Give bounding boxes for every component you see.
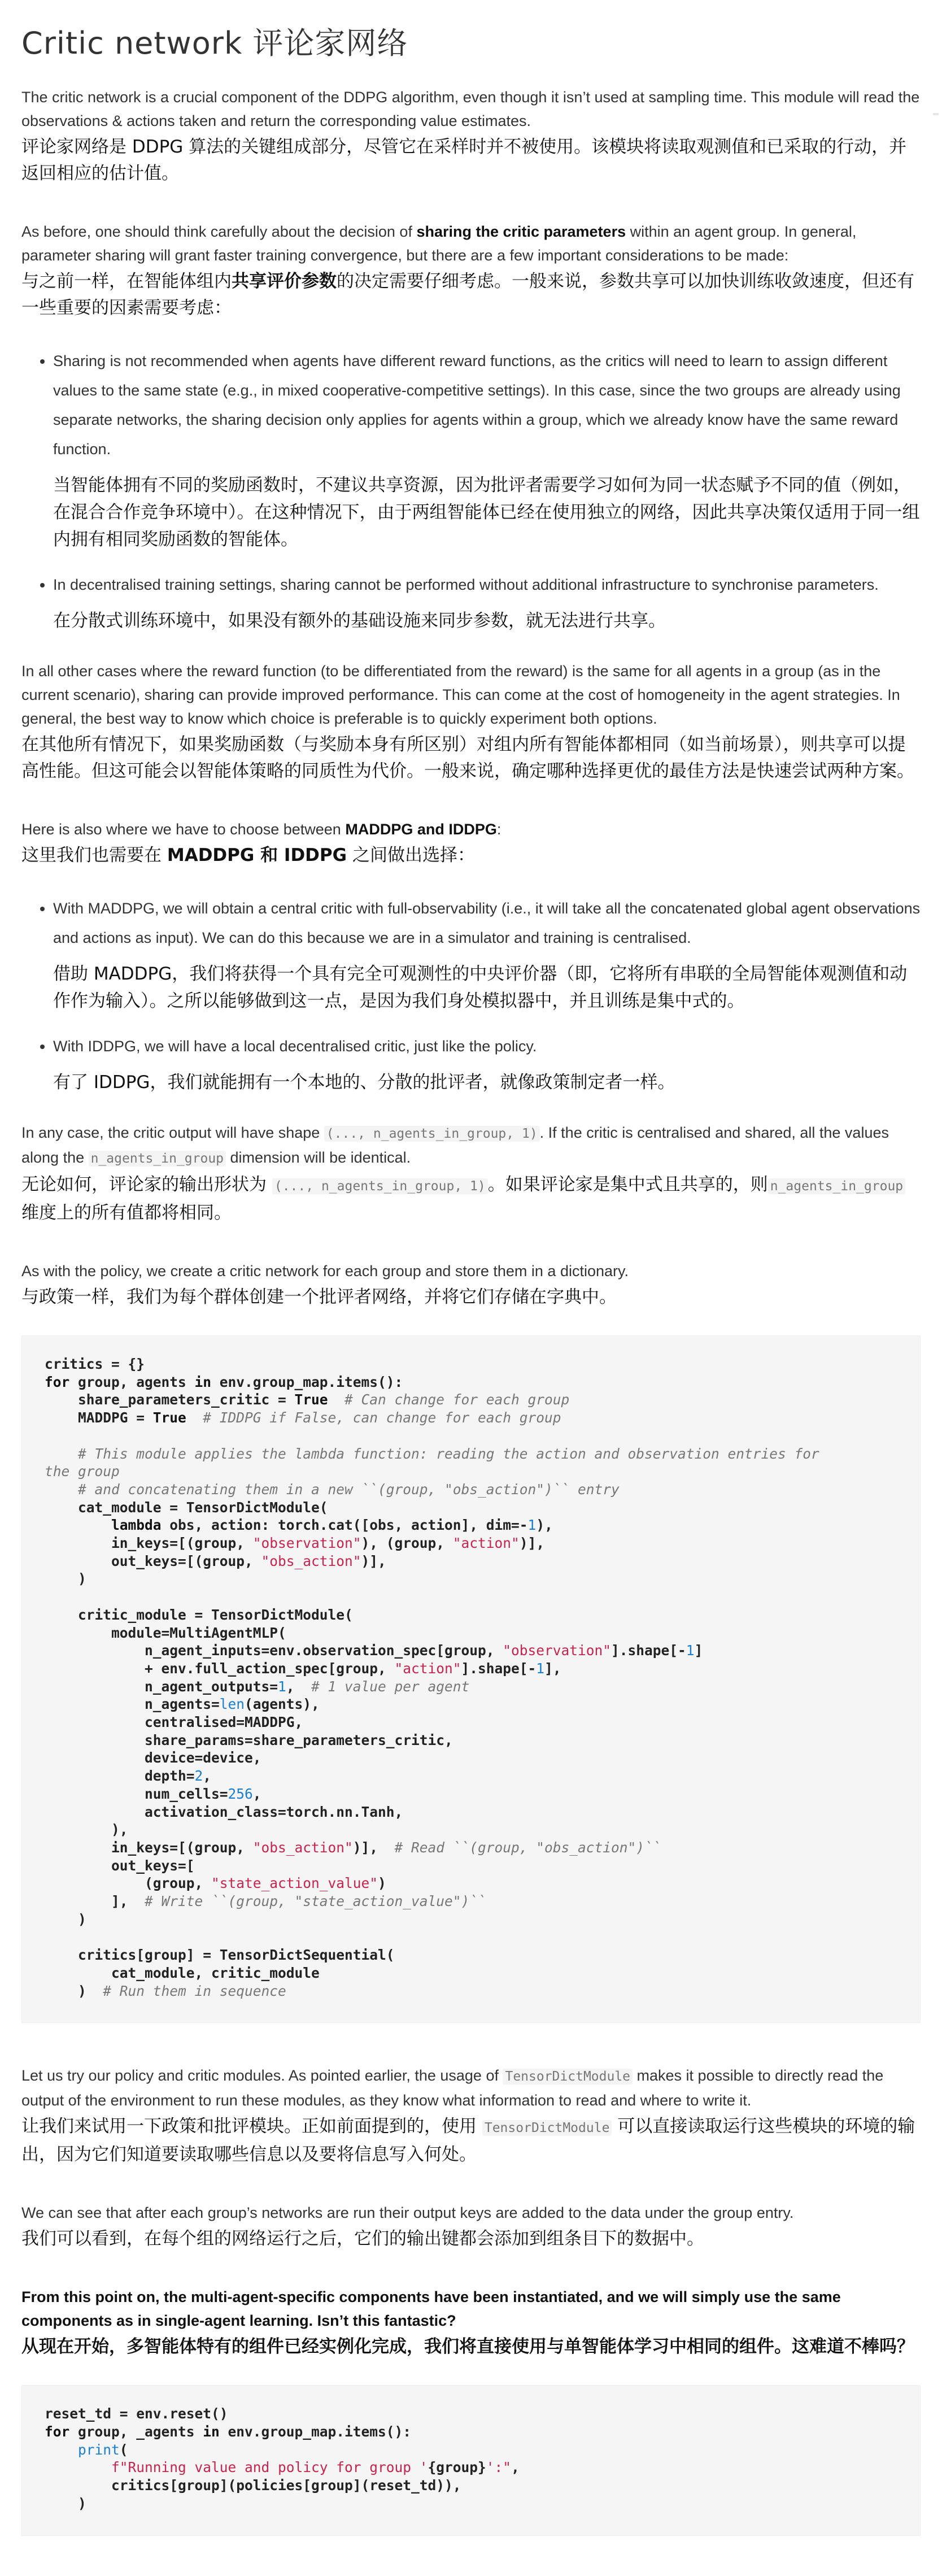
sharing-en (21, 220, 921, 267)
code-line (45, 1517, 553, 1533)
code-token: ) (45, 1911, 86, 1927)
dict-en: As with the policy, we create a critic network for each group and store them in a dictionary. (21, 1263, 629, 1280)
text-span: . If the critic is centralised and shared, all the values along the (21, 1124, 889, 1166)
sharing-considerations-list (21, 346, 921, 634)
bullet-en: • Sharing is not recommended when agents have different reward functions, as the critics will need to learn to assign different values to the same state (e.g., in mixed cooperative-competitive settings). In this case, since the two groups are already using separate networks, the sharing decision only applies for agents within a group, which we already know have the same reward function. (53, 353, 901, 458)
choose-zh-bold: MADDPG 和 IDDPG (167, 845, 347, 865)
code-token: + env.full_action_spec[group, (45, 1660, 395, 1677)
code-line (45, 1446, 819, 1462)
code-token: activation_class=torch.nn.Tanh, (45, 1803, 403, 1820)
code-token: True (294, 1391, 328, 1408)
code-token: "state_action_value" (211, 1875, 378, 1892)
code-token: critics[group](policies[group](reset_td)), (45, 2477, 461, 2494)
other-cases-paragraph (21, 659, 921, 785)
code-token: critic_module = TensorDictModule( (45, 1606, 353, 1623)
code-token: ) (45, 2495, 86, 2512)
text-span: 让我们来试用一下政策和批评模块。正如前面提到的，使用 (21, 2116, 482, 2137)
code-token: # This module applies the lambda function: reading the action and observation entries for (78, 1445, 819, 1462)
intro-paragraph (21, 85, 921, 187)
code-token: # IDDPG if False, can change for each group (203, 1409, 561, 1426)
list-item (53, 346, 921, 553)
code-token: centralised=MADDPG, (45, 1714, 303, 1731)
code-token: obs, action: torch.cat([obs, action], dim=- (161, 1517, 528, 1534)
bullet-zh: 借助 MADDPG，我们将获得一个具有完全可观测性的中央评价器（即，它将所有串联的全局智能体观测值和动作作为输入）。之所以能够做到这一点，是因为我们身处模拟器中，并且训练是集中式的。 (53, 964, 908, 1011)
list-item (53, 570, 921, 634)
code-token: ], (544, 1660, 561, 1677)
bullet-en: • With IDDPG, we will have a local decentralised critic, just like the policy. (53, 1038, 537, 1055)
code-token: module=MultiAgentMLP( (45, 1624, 286, 1641)
sharing-zh-post: 的决定需要仔细考虑。一般来说，参数共享可以加快训练收敛速度，但还有一些重要的因素需要考虑： (21, 271, 914, 318)
code-token: ], (45, 1893, 145, 1910)
code-token: , (286, 1678, 312, 1695)
try-out-paragraph (21, 2064, 921, 2168)
other-cases-en: In all other cases where the reward function (to be differentiated from the reward) is the same for all agents in a group (as in the current scenario), sharing can provide improved performance. This can come at the cost of homogeneity in the agent strategies. In general, the best way to know which choice is preferable is to quickly experiment both options. (21, 663, 900, 727)
sharing-zh-bold: 共享评价参数 (232, 271, 337, 291)
keys-added-en: We can see that after each group’s networks are run their output keys are added to the data under the group entry. (21, 2204, 794, 2222)
code-token (45, 1517, 111, 1533)
code-token: lambda (111, 1517, 162, 1534)
choose-zh-post: 之间做出选择： (347, 845, 475, 865)
code-token: # and concatenating them in a new ``(group, "obs_action")`` entry (78, 1481, 620, 1498)
code-token: in (194, 1373, 212, 1390)
choose-zh (21, 842, 921, 869)
dict-paragraph (21, 1259, 921, 1311)
code-line (45, 1391, 569, 1408)
sharing-en-bold: sharing the critic parameters (416, 223, 626, 240)
choose-en-pre: Here is also where we have to choose between (21, 821, 346, 838)
code-token: n_agent_inputs=env.observation_spec[group, (45, 1642, 503, 1659)
code-line (45, 1570, 86, 1587)
code-token: n_agents= (45, 1696, 220, 1713)
code-token: )], (361, 1552, 386, 1569)
inline-code: TensorDictModule (503, 2069, 633, 2085)
from-now-zh (21, 2334, 921, 2360)
code-line (45, 1463, 120, 1480)
code-token: {group} (428, 2459, 486, 2476)
code-line (45, 1642, 703, 1659)
code-line (45, 1714, 303, 1730)
code-token: in (203, 2423, 220, 2440)
bullet-en: • With MADDPG, we will obtain a central critic with full-observability (i.e., it will take all the concatenated global agent observations and actions as input). We can do this because we are in a simulator and training is centralised. (53, 900, 921, 946)
code-token: # Write ``(group, "state_action_value")`` (145, 1893, 486, 1910)
code-token: 1 (527, 1517, 537, 1534)
code-token (45, 1446, 78, 1462)
code-token: num_cells= (45, 1785, 228, 1802)
code-token: 2 (194, 1768, 203, 1785)
choose-en (21, 817, 921, 841)
code-line (45, 1696, 320, 1712)
sharing-zh-pre: 与之前一样，在智能体组内 (21, 271, 232, 291)
from-now-paragraph (21, 2285, 921, 2360)
code-line (45, 2442, 128, 2458)
code-token: env.group_map.items(): (219, 2423, 412, 2440)
sharing-zh (21, 268, 921, 321)
critic-code-block[interactable] (21, 1335, 921, 2023)
bullet-zh: 当智能体拥有不同的奖励函数时，不建议共享资源，因为批评者需要学习如何为同一状态赋予不同的值（例如，在混合合作竞争环境中）。在这种情况下，由于两组智能体已经在使用独立的网络，因此共享决策仅适用于同一组内拥有相同奖励函数的智能体。 (53, 475, 920, 550)
output-shape-zh (21, 1172, 921, 1226)
keys-added-paragraph (21, 2201, 921, 2252)
code-token: "observation" (503, 1642, 612, 1659)
code-line (45, 1965, 320, 1981)
code-line (45, 1607, 353, 1623)
code-token: 256 (228, 1785, 253, 1802)
code-token: cat_module = TensorDictModule( (45, 1499, 328, 1516)
inline-code: n_agents_in_group (89, 1151, 226, 1167)
code-token: # Can change for each group (344, 1391, 570, 1408)
code-line (45, 1839, 661, 1856)
code-line (45, 2405, 228, 2422)
code-line (45, 1804, 403, 1820)
code-line (45, 2423, 411, 2440)
inline-code: TensorDictModule (482, 2120, 612, 2136)
code-line (45, 1786, 261, 1802)
inline-code: (..., n_agents_in_group, 1) (272, 1178, 488, 1194)
list-item (53, 1032, 921, 1096)
code-token: critics = {} (45, 1356, 145, 1372)
code-token: , (252, 1785, 261, 1802)
code-token: env.group_map.items(): (211, 1373, 403, 1390)
code-token: cat_module, critic_module (45, 1964, 320, 1981)
bullet-en: • In decentralised training settings, sharing cannot be performed without additional infrastructure to synchronise parameters. (53, 576, 879, 593)
inline-code: (..., n_agents_in_group, 1) (324, 1126, 540, 1142)
text-span: 。如果评论家是集中式且共享的，则 (487, 1174, 768, 1195)
code-token (186, 1409, 203, 1426)
code-line (45, 1553, 386, 1569)
code-token: in_keys=[(group, (45, 1535, 253, 1552)
code-token: # Run them in sequence (103, 1982, 286, 1999)
code-token: "action" (394, 1660, 461, 1677)
code-line (45, 1732, 453, 1748)
code-token: "obs_action" (261, 1552, 361, 1569)
code-line (45, 1678, 469, 1695)
output-shape-paragraph (21, 1121, 921, 1226)
code-token: group, agents (69, 1373, 195, 1390)
code-token: ].shape[- (611, 1642, 686, 1659)
code-token: # Read ``(group, "obs_action")`` (394, 1839, 661, 1856)
code-token: ].shape[- (461, 1660, 537, 1677)
code-token (328, 1391, 345, 1408)
code-token: , (203, 1768, 212, 1785)
intro-en: The critic network is a crucial component of the DDPG algorithm, even though it isn’t used at sampling time. This module will read the observations & actions taken and return the corresponding value estimates. (21, 89, 920, 129)
code-token: share_params=share_parameters_critic, (45, 1731, 453, 1748)
code-token: 1 (278, 1678, 286, 1695)
sharing-en-post: within an agent group. In general, parameter sharing will grant faster training convergence, but there are a few important considerations to be made: (21, 223, 857, 264)
try-out-zh (21, 2113, 921, 2168)
output-shape-en (21, 1121, 921, 1170)
text-span: 无论如何，评论家的输出形状为 (21, 1174, 272, 1195)
code-line (45, 1481, 620, 1498)
code-token: out_keys=[(group, (45, 1552, 261, 1569)
code-token: MADDPG = (45, 1409, 153, 1426)
code-token: "action" (452, 1535, 520, 1552)
code-token: 1 (536, 1660, 545, 1677)
code-token: # 1 value per agent (311, 1678, 470, 1695)
text-span: 可以直接读取运行这些模块的环境的输出，因为它们知道要读取哪些信息以及要将信息写入何处。 (21, 2116, 915, 2165)
from-now-zh-bold: 从现在开始，多智能体特有的组件已经实例化完成，我们将直接使用与单智能体学习中相同的组件。这难道不棒吗？ (21, 2336, 914, 2357)
code-line (45, 1535, 544, 1551)
code-token: depth= (45, 1768, 195, 1785)
code-token: ( (119, 2441, 128, 2458)
code-line (45, 2495, 86, 2512)
choose-en-post: : (496, 821, 501, 838)
dict-zh: 与政策一样，我们为每个群体创建一个批评者网络，并将它们存储在字典中。 (21, 1287, 617, 1307)
code-token: len (219, 1696, 245, 1713)
try-out-en (21, 2064, 921, 2112)
code-token: for (45, 2423, 70, 2440)
code-line (45, 2459, 520, 2475)
code-token: ) (378, 1875, 386, 1892)
code-token: )], (352, 1839, 395, 1856)
code-token (45, 1481, 78, 1498)
text-span: dimension will be identical. (226, 1149, 411, 1166)
document-page (21, 0, 921, 2536)
code-token: True (152, 1409, 186, 1426)
code-line (45, 1911, 86, 1927)
code-token: 1 (686, 1642, 695, 1659)
choose-zh-pre: 这里我们也需要在 (21, 845, 167, 865)
bullet-zh: 在分散式训练环境中，如果没有额外的基础设施来同步参数，就无法进行共享。 (53, 611, 666, 631)
code-token: )], (519, 1535, 545, 1552)
code-token: (group, (45, 1875, 212, 1892)
section-title: Critic network 评论家网络 (21, 25, 408, 61)
code-token: ), (group, (361, 1535, 453, 1552)
bullet-zh: 有了 IDDPG，我们就能拥有一个本地的、分散的批评者，就像政策制定者一样。 (53, 1072, 675, 1093)
sharing-paragraph (21, 220, 921, 321)
code-token: f"Running value and policy for group ' (111, 2459, 428, 2476)
text-span: 维度上的所有值都将相同。 (21, 1203, 232, 1223)
code-line (45, 1374, 403, 1390)
code-token: ':" (486, 2459, 512, 2476)
other-cases-zh: 在其他所有情况下，如果奖励函数（与奖励本身有所区别）对组内所有智能体都相同（如当前场景），则共享可以提高性能。但这可能会以智能体策略的同质性为代价。一般来说，确定哪种选择更优的最佳方法是快速尝试两种方案。 (21, 734, 914, 781)
code-token: critics[group] = TensorDictSequential( (45, 1947, 395, 1964)
code-token: , (511, 2459, 520, 2476)
code-token: ) (45, 1982, 103, 1999)
code-line (45, 1821, 128, 1838)
sharing-en-pre: As before, one should think carefully about the decision of (21, 223, 417, 240)
code-line (45, 1983, 286, 1999)
code-token: ), (45, 1821, 128, 1838)
from-now-en-bold: From this point on, the multi-agent-specific components have been instantiated, and we will simply use the same components as in single-agent learning. Isn’t this fantastic? (21, 2288, 841, 2330)
code-token: in_keys=[(group, (45, 1839, 253, 1856)
code-token: ), (536, 1517, 553, 1534)
code-token: out_keys=[ (45, 1857, 195, 1874)
code-token: "observation" (252, 1535, 361, 1552)
code-token (45, 2459, 111, 2475)
code-token: reset_td = env.reset() (45, 2405, 228, 2422)
maddpg-iddpg-list (21, 894, 921, 1096)
list-item (53, 894, 921, 1015)
code-token: device=device, (45, 1750, 261, 1766)
code-line (45, 1356, 145, 1372)
code-line (45, 1857, 195, 1874)
code-token: "obs_action" (252, 1839, 353, 1856)
code-line (45, 1499, 328, 1516)
code-token: the group (45, 1463, 120, 1480)
code-token (45, 2442, 78, 2458)
code-token: n_agent_outputs= (45, 1678, 278, 1695)
code-line (45, 1660, 561, 1677)
scrollbar-thumb[interactable] (933, 113, 939, 115)
run-modules-code-block[interactable] (21, 2385, 921, 2535)
code-line (45, 2477, 461, 2494)
inline-code: n_agents_in_group (768, 1178, 905, 1194)
choose-en-bold: MADDPG and IDDPG (345, 821, 497, 838)
code-line (45, 1893, 486, 1909)
text-span: In any case, the critic output will have shape (21, 1124, 324, 1141)
code-token: group, _agents (69, 2423, 203, 2440)
code-token: print (78, 2441, 120, 2458)
code-line (45, 1875, 386, 1891)
code-line (45, 1768, 211, 1784)
text-span: Let us try our policy and critic modules. As pointed earlier, the usage of (21, 2067, 503, 2085)
code-token: (agents), (245, 1696, 320, 1713)
text-span: makes it possible to directly read the output of the environment to run these modules, as they know what information to read and where to write it. (21, 2067, 884, 2109)
code-token: ) (45, 1570, 86, 1587)
code-line (45, 1750, 261, 1766)
choose-paragraph (21, 817, 921, 869)
code-token: share_parameters_critic = (45, 1391, 295, 1408)
intro-zh: 评论家网络是 DDPG 算法的关键组成部分，尽管它在采样时并不被使用。该模块将读取观测值和已采取的行动，并返回相应的估计值。 (21, 137, 907, 184)
code-token: ] (694, 1642, 703, 1659)
code-line (45, 1625, 286, 1641)
keys-added-zh: 我们可以看到，在每个组的网络运行之后，它们的输出键都会添加到组条目下的数据中。 (21, 2229, 704, 2249)
code-token: for (45, 1373, 70, 1390)
from-now-en (21, 2285, 921, 2333)
code-line (45, 1947, 395, 1963)
code-line (45, 1409, 561, 1426)
